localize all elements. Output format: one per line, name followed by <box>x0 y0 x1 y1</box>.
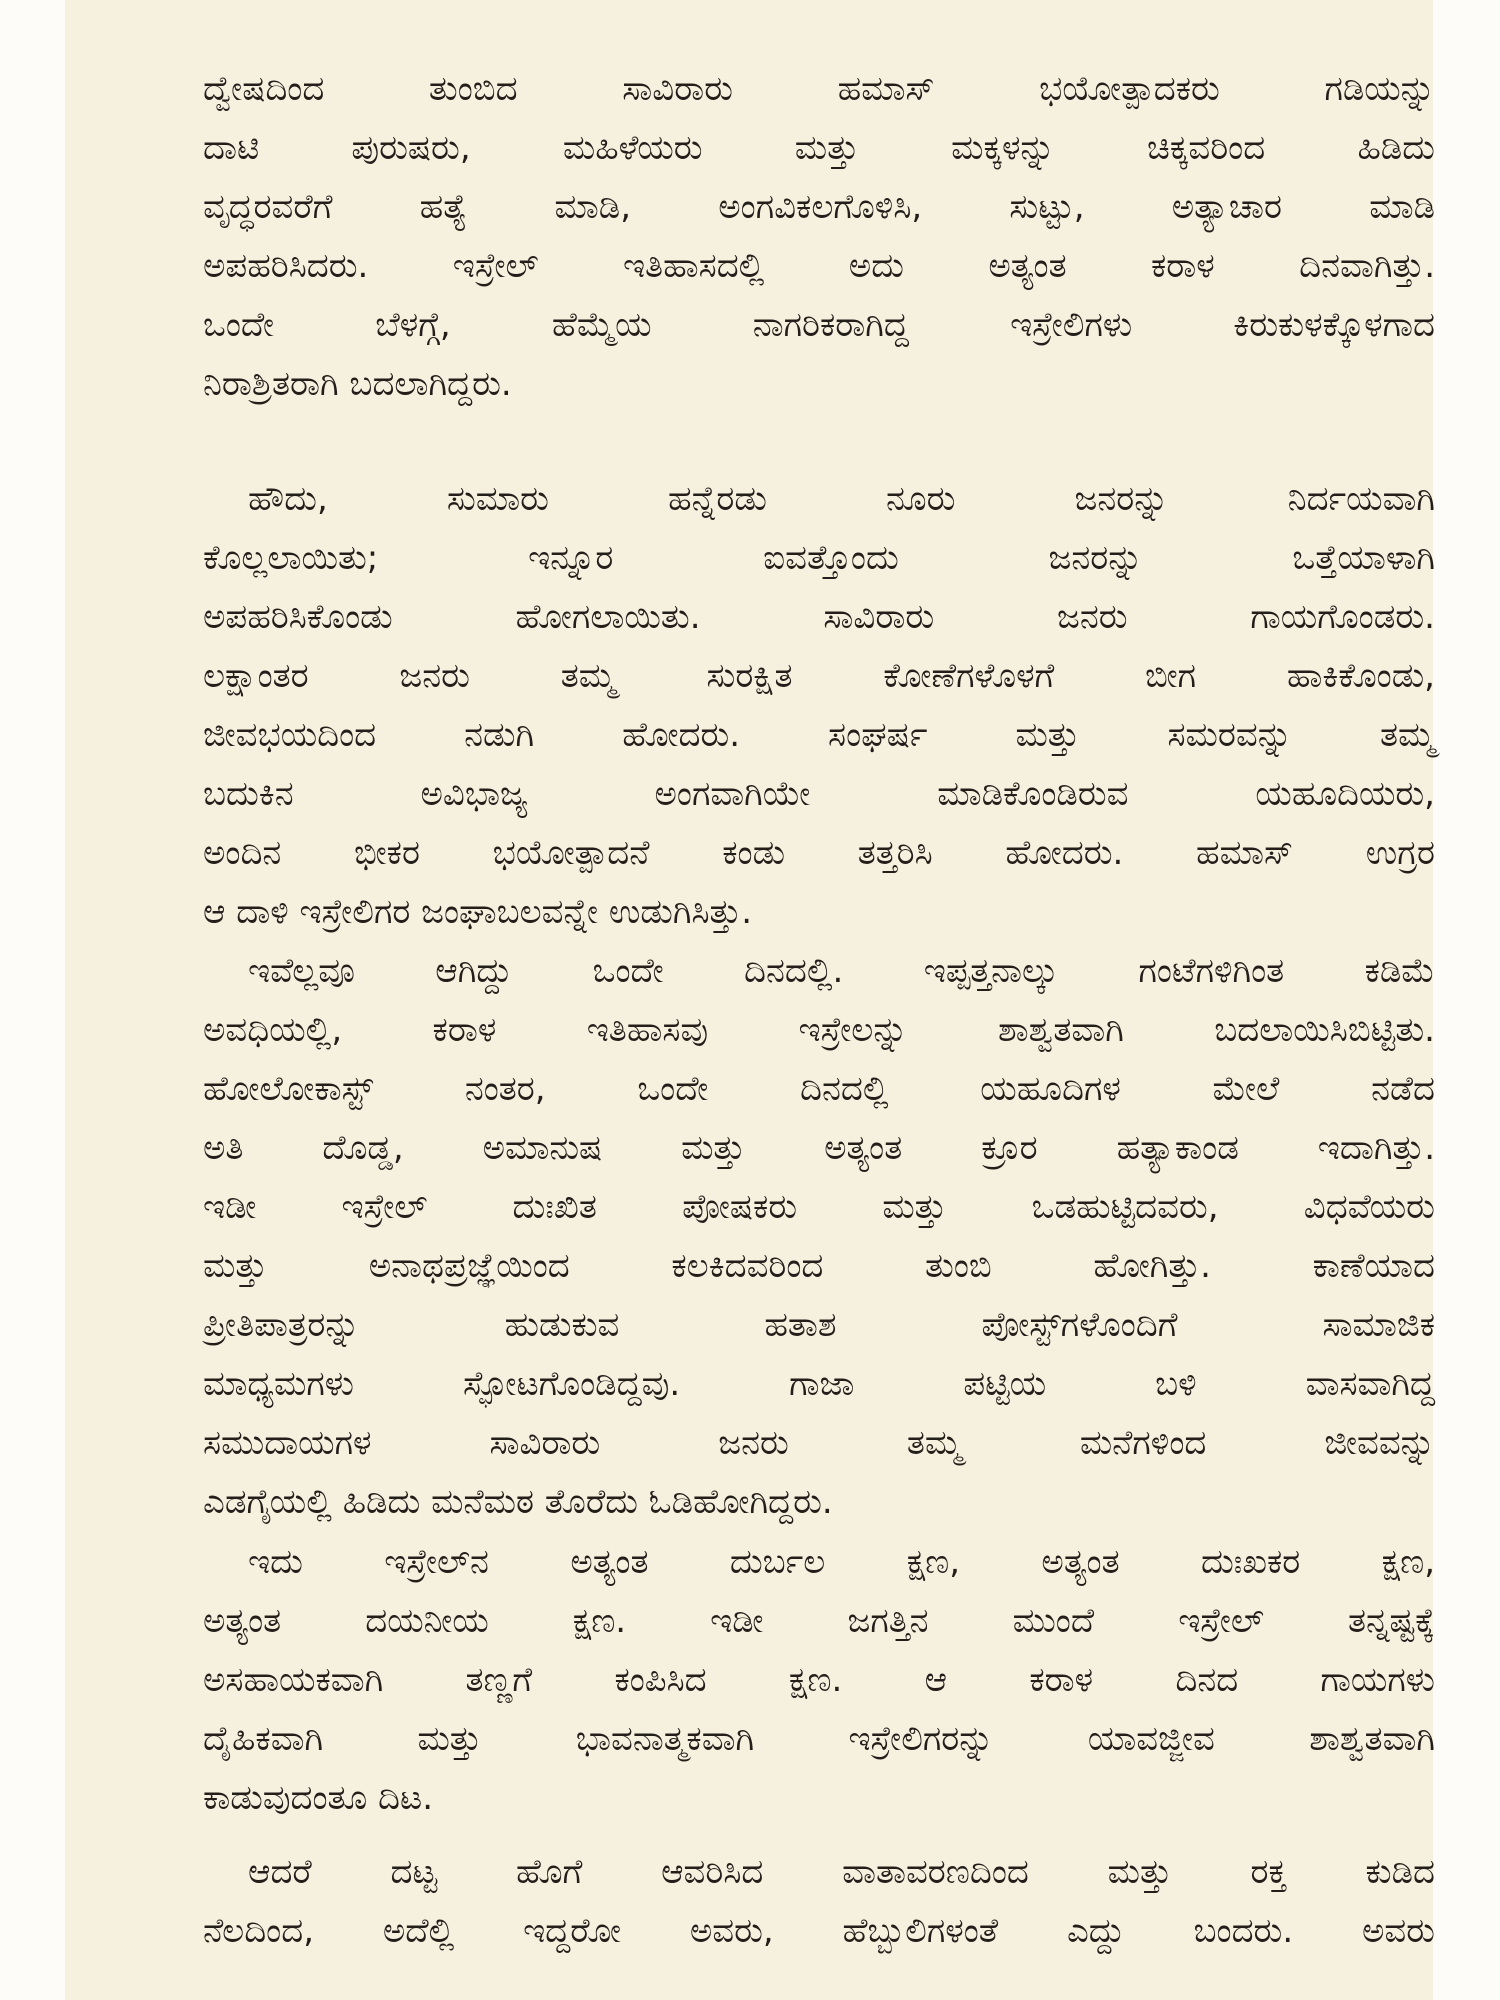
text-line: ಅವಧಿಯಲ್ಲಿ, ಕರಾಳ ಇತಿಹಾಸವು ಇಸ್ರೇಲನ್ನು ಶಾಶ್ವತವಾಗಿ ಬದಲಾಯಿಸಿಬಿಟ್ಟಿತು. <box>203 1010 1435 1050</box>
text-line: ದೈಹಿಕವಾಗಿ ಮತ್ತು ಭಾವನಾತ್ಮಕವಾಗಿ ಇಸ್ರೇಲಿಗರನ್ನು ಯಾವಜ್ಜೀವ ಶಾಶ್ವತವಾಗಿ <box>203 1719 1435 1759</box>
text-line: ಹೌದು, ಸುಮಾರು ಹನ್ನೆರಡು ನೂರು ಜನರನ್ನು ನಿರ್ದಯವಾಗಿ <box>248 479 1435 519</box>
text-line: ಅಪಹರಿಸಿದರು. ಇಸ್ರೇಲ್ ಇತಿಹಾಸದಲ್ಲಿ ಅದು ಅತ್ಯಂತ ಕರಾಳ ದಿನವಾಗಿತ್ತು. <box>203 246 1435 286</box>
text-line: ಅಂದಿನ ಭೀಕರ ಭಯೋತ್ಪಾದನೆ ಕಂಡು ತತ್ತರಿಸಿ ಹೋದರು. ಹಮಾಸ್ ಉಗ್ರರ <box>203 833 1435 873</box>
paragraph <box>203 942 1435 1532</box>
text-line: ಪ್ರೀತಿಪಾತ್ರರನ್ನು ಹುಡುಕುವ ಹತಾಶ ಪೋಸ್ಟ್‌ಗಳೊಂದಿಗೆ ಸಾಮಾಜಿಕ <box>203 1305 1435 1345</box>
text-line: ಇಡೀ ಇಸ್ರೇಲ್ ದುಃಖಿತ ಪೋಷಕರು ಮತ್ತು ಒಡಹುಟ್ಟಿದವರು, ವಿಧವೆಯರು <box>203 1187 1435 1227</box>
text-line: ಇವೆಲ್ಲವೂ ಆಗಿದ್ದು ಒಂದೇ ದಿನದಲ್ಲಿ. ಇಪ್ಪತ್ತನಾಲ್ಕು ಗಂಟೆಗಳಿಗಿಂತ ಕಡಿಮೆ <box>248 951 1435 991</box>
text-line: ಆದರೆ ದಟ್ಟ ಹೊಗೆ ಆವರಿಸಿದ ವಾತಾವರಣದಿಂದ ಮತ್ತು ರಕ್ತ ಕುಡಿದ <box>248 1852 1435 1892</box>
text-line: ಇದು ಇಸ್ರೇಲ್‌ನ ಅತ್ಯಂತ ದುರ್ಬಲ ಕ್ಷಣ, ಅತ್ಯಂತ ದುಃಖಕರ ಕ್ಷಣ, <box>248 1542 1435 1582</box>
text-line: ಅತ್ಯಂತ ದಯನೀಯ ಕ್ಷಣ. ಇಡೀ ಜಗತ್ತಿನ ಮುಂದೆ ಇಸ್ರೇಲ್ ತನ್ನಷ್ಟಕ್ಕೆ <box>203 1601 1435 1641</box>
page-body-text <box>203 60 1435 1961</box>
text-line: ಹೋಲೋಕಾಸ್ಟ್ ನಂತರ, ಒಂದೇ ದಿನದಲ್ಲಿ ಯಹೂದಿಗಳ ಮೇಲೆ ನಡೆದ <box>203 1069 1435 1109</box>
text-line: ನೆಲದಿಂದ, ಅದೆಲ್ಲಿ ಇದ್ದರೋ ಅವರು, ಹೆಬ್ಬುಲಿಗಳಂತೆ ಎದ್ದು ಬಂದರು. ಅವರು <box>203 1911 1435 1951</box>
paragraph <box>203 470 1435 942</box>
text-line: ದ್ವೇಷದಿಂದ ತುಂಬಿದ ಸಾವಿರಾರು ಹಮಾಸ್ ಭಯೋತ್ಪಾದಕರು ಗಡಿಯನ್ನು <box>203 69 1435 109</box>
text-line: ಅಸಹಾಯಕವಾಗಿ ತಣ್ಣಗೆ ಕಂಪಿಸಿದ ಕ್ಷಣ. ಆ ಕರಾಳ ದಿನದ ಗಾಯಗಳು <box>203 1660 1435 1700</box>
paragraph <box>203 1533 1435 1828</box>
text-line: ಅತಿ ದೊಡ್ಡ, ಅಮಾನುಷ ಮತ್ತು ಅತ್ಯಂತ ಕ್ರೂರ ಹತ್ಯಾಕಾಂಡ ಇದಾಗಿತ್ತು. <box>203 1128 1435 1168</box>
text-line: ಎಡಗೈಯಲ್ಲಿ ಹಿಡಿದು ಮನೆಮಠ ತೊರೆದು ಓಡಿಹೋಗಿದ್ದರು. <box>203 1482 833 1522</box>
text-line: ಕೊಲ್ಲಲಾಯಿತು; ಇನ್ನೂರ ಐವತ್ತೊಂದು ಜನರನ್ನು ಒತ್ತೆಯಾಳಾಗಿ <box>203 538 1435 578</box>
text-line: ಮಾಧ್ಯಮಗಳು ಸ್ಫೋಟಗೊಂಡಿದ್ದವು. ಗಾಜಾ ಪಟ್ಟಿಯ ಬಳಿ ವಾಸವಾಗಿದ್ದ <box>203 1364 1435 1404</box>
text-line: ಲಕ್ಷಾಂತರ ಜನರು ತಮ್ಮ ಸುರಕ್ಷಿತ ಕೋಣೆಗಳೊಳಗೆ ಬೀಗ ಹಾಕಿಕೊಂಡು, <box>203 656 1435 696</box>
text-line: ಸಮುದಾಯಗಳ ಸಾವಿರಾರು ಜನರು ತಮ್ಮ ಮನೆಗಳಿಂದ ಜೀವವನ್ನು <box>203 1423 1435 1463</box>
text-line: ವೃದ್ಧರವರೆಗೆ ಹತ್ಯೆ ಮಾಡಿ, ಅಂಗವಿಕಲಗೊಳಿಸಿ, ಸುಟ್ಟು, ಅತ್ಯಾಚಾರ ಮಾಡಿ <box>203 187 1435 227</box>
book-page <box>65 0 1433 2000</box>
text-line: ಆ ದಾಳಿ ಇಸ್ರೇಲಿಗರ ಜಂಘಾಬಲವನ್ನೇ ಉಡುಗಿಸಿತ್ತು. <box>203 892 753 932</box>
text-line: ಮತ್ತು ಅನಾಥಪ್ರಜ್ಞೆಯಿಂದ ಕಲಕಿದವರಿಂದ ತುಂಬಿ ಹೋಗಿತ್ತು. ಕಾಣೆಯಾದ <box>203 1246 1435 1286</box>
text-line: ನಿರಾಶ್ರಿತರಾಗಿ ಬದಲಾಗಿದ್ದರು. <box>203 364 512 404</box>
paragraph <box>203 1843 1435 1961</box>
text-line: ಜೀವಭಯದಿಂದ ನಡುಗಿ ಹೋದರು. ಸಂಘರ್ಷ ಮತ್ತು ಸಮರವನ್ನು ತಮ್ಮ <box>203 715 1435 755</box>
text-line: ಅಪಹರಿಸಿಕೊಂಡು ಹೋಗಲಾಯಿತು. ಸಾವಿರಾರು ಜನರು ಗಾಯಗೊಂಡರು. <box>203 597 1435 637</box>
text-line: ಕಾಡುವುದಂತೂ ದಿಟ. <box>203 1778 434 1818</box>
paragraph <box>203 60 1435 414</box>
text-line: ಒಂದೇ ಬೆಳಗ್ಗೆ, ಹೆಮ್ಮೆಯ ನಾಗರಿಕರಾಗಿದ್ದ ಇಸ್ರೇಲಿಗಳು ಕಿರುಕುಳಕ್ಕೊಳಗಾದ <box>203 305 1435 345</box>
text-line: ಬದುಕಿನ ಅವಿಭಾಜ್ಯ ಅಂಗವಾಗಿಯೇ ಮಾಡಿಕೊಂಡಿರುವ ಯಹೂದಿಯರು, <box>203 774 1435 814</box>
text-line: ದಾಟಿ ಪುರುಷರು, ಮಹಿಳೆಯರು ಮತ್ತು ಮಕ್ಕಳನ್ನು ಚಿಕ್ಕವರಿಂದ ಹಿಡಿದು <box>203 128 1435 168</box>
